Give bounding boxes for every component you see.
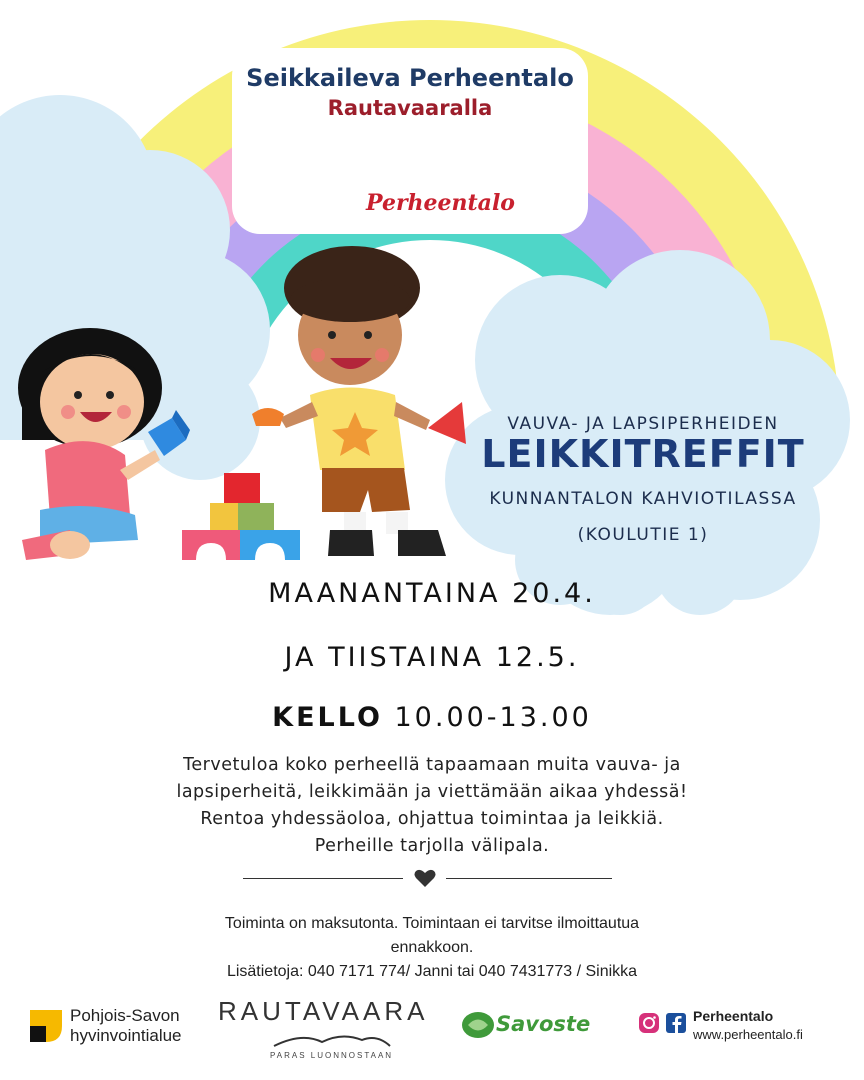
event-location: KUNNANTALON KAHVIOTILASSA	[489, 489, 797, 509]
event-name: LEIKKITREFFIT	[481, 432, 805, 476]
social-name: Perheentalo	[693, 1008, 774, 1024]
footer-line2: ennakkoon.	[390, 939, 474, 956]
date-line1: MAANANTAINA 20.4.	[268, 578, 596, 609]
time-value: 10.00-13.00	[394, 702, 592, 733]
facebook-icon[interactable]	[665, 1012, 687, 1034]
footer-line1: Toiminta on maksutonta. Toimintaan ei tarvitse ilmoittautua	[224, 915, 640, 932]
divider-right	[446, 878, 612, 879]
description	[110, 752, 754, 860]
pohjois-savo-line1: Pohjois-Savon	[70, 1006, 180, 1025]
event-subtitle: VAUVA- JA LAPSIPERHEIDEN	[507, 414, 779, 434]
social-url-link[interactable]: www.perheentalo.fi	[693, 1027, 803, 1042]
description-line: Rentoa yhdessäoloa, ohjattua toimintaa ja leikkiä.	[200, 809, 664, 829]
pohjois-savo-logo-icon	[28, 1008, 64, 1044]
divider-left	[243, 878, 403, 879]
rautavaara-logo-text: RAUTAVAARA	[218, 996, 429, 1026]
rautavaara-tagline: PARAS LUONNOSTAAN	[270, 1051, 394, 1060]
footer-info	[150, 912, 714, 960]
title-line2: Rautavaaralla	[327, 96, 493, 120]
time-label: KELLO	[272, 702, 383, 733]
title-line1: Seikkaileva Perheentalo	[246, 64, 574, 92]
instagram-icon[interactable]	[638, 1012, 660, 1034]
description-line: Perheille tarjolla välipala.	[314, 836, 550, 856]
perheentalo-logo-text: Perheentalo	[366, 190, 515, 216]
footer-line3: Lisätietoja: 040 7171 774/ Janni tai 040 7431773 / Sinikka	[226, 963, 638, 980]
rautavaara-hills-icon	[272, 1030, 392, 1048]
description-line: Tervetuloa koko perheellä tapaamaan muita vauva- ja	[183, 755, 681, 775]
description-line: lapsiperheitä, leikkimään ja viettämään aikaa yhdessä!	[176, 782, 688, 802]
pohjois-savo-line2: hyvinvointialue	[70, 1026, 182, 1045]
event-address: (KOULUTIE 1)	[577, 525, 709, 545]
date-line2: JA TIISTAINA 12.5.	[284, 642, 580, 673]
time-line	[0, 702, 864, 733]
heart-icon	[413, 866, 437, 890]
savoste-logo-icon	[460, 1010, 496, 1040]
savoste-logo-text: Savoste	[496, 1012, 591, 1036]
